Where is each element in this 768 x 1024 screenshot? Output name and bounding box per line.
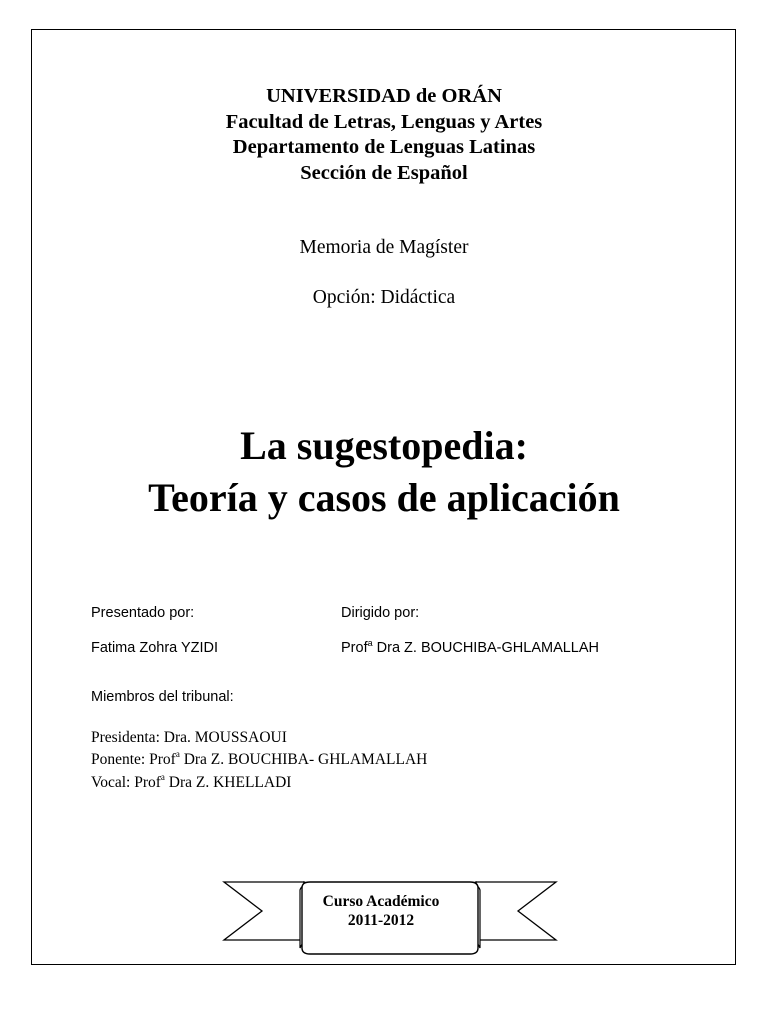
course-label: Curso Académico: [322, 893, 440, 910]
author-name: Fatima Zohra YZIDI: [91, 640, 219, 656]
tribunal-vocal: Vocal: Prof$^a$ Dra Z. KHELLADI: [91, 772, 292, 791]
section-name: Sección de Español: [300, 161, 468, 184]
department-name: Departamento de Lenguas Latinas: [232, 136, 536, 158]
university-name: UNIVERSIDAD de ORÁN: [266, 85, 502, 107]
director-name: Prof$^a$ Dra Z. BOUCHIBA-GHLAMALLAH: [341, 638, 600, 656]
tribunal-presidenta: Presidenta: Dra. MOUSSAOUI: [91, 729, 287, 746]
tribunal-label: Miembros del tribunal:: [91, 689, 234, 705]
thesis-title: [0, 420, 768, 524]
directed-by-label: Dirigido por:: [341, 605, 420, 621]
institution-header: [0, 84, 768, 186]
presented-by-label: Presentado por:: [91, 605, 195, 621]
title-line-2: Teoría y casos de aplicación: [148, 475, 620, 520]
title-line-1: La sugestopedia:: [240, 423, 528, 468]
thesis-type: Memoria de Magíster: [299, 237, 469, 258]
tribunal-ponente: Ponente: Prof$^a$ Dra Z. BOUCHIBA- GHLAMALLAH: [91, 749, 428, 768]
faculty-name: Facultad de Letras, Lenguas y Artes: [225, 110, 543, 133]
thesis-option: Opción: Didáctica: [312, 287, 456, 308]
course-year: [300, 892, 462, 930]
course-years: 2011-2012: [347, 912, 415, 929]
